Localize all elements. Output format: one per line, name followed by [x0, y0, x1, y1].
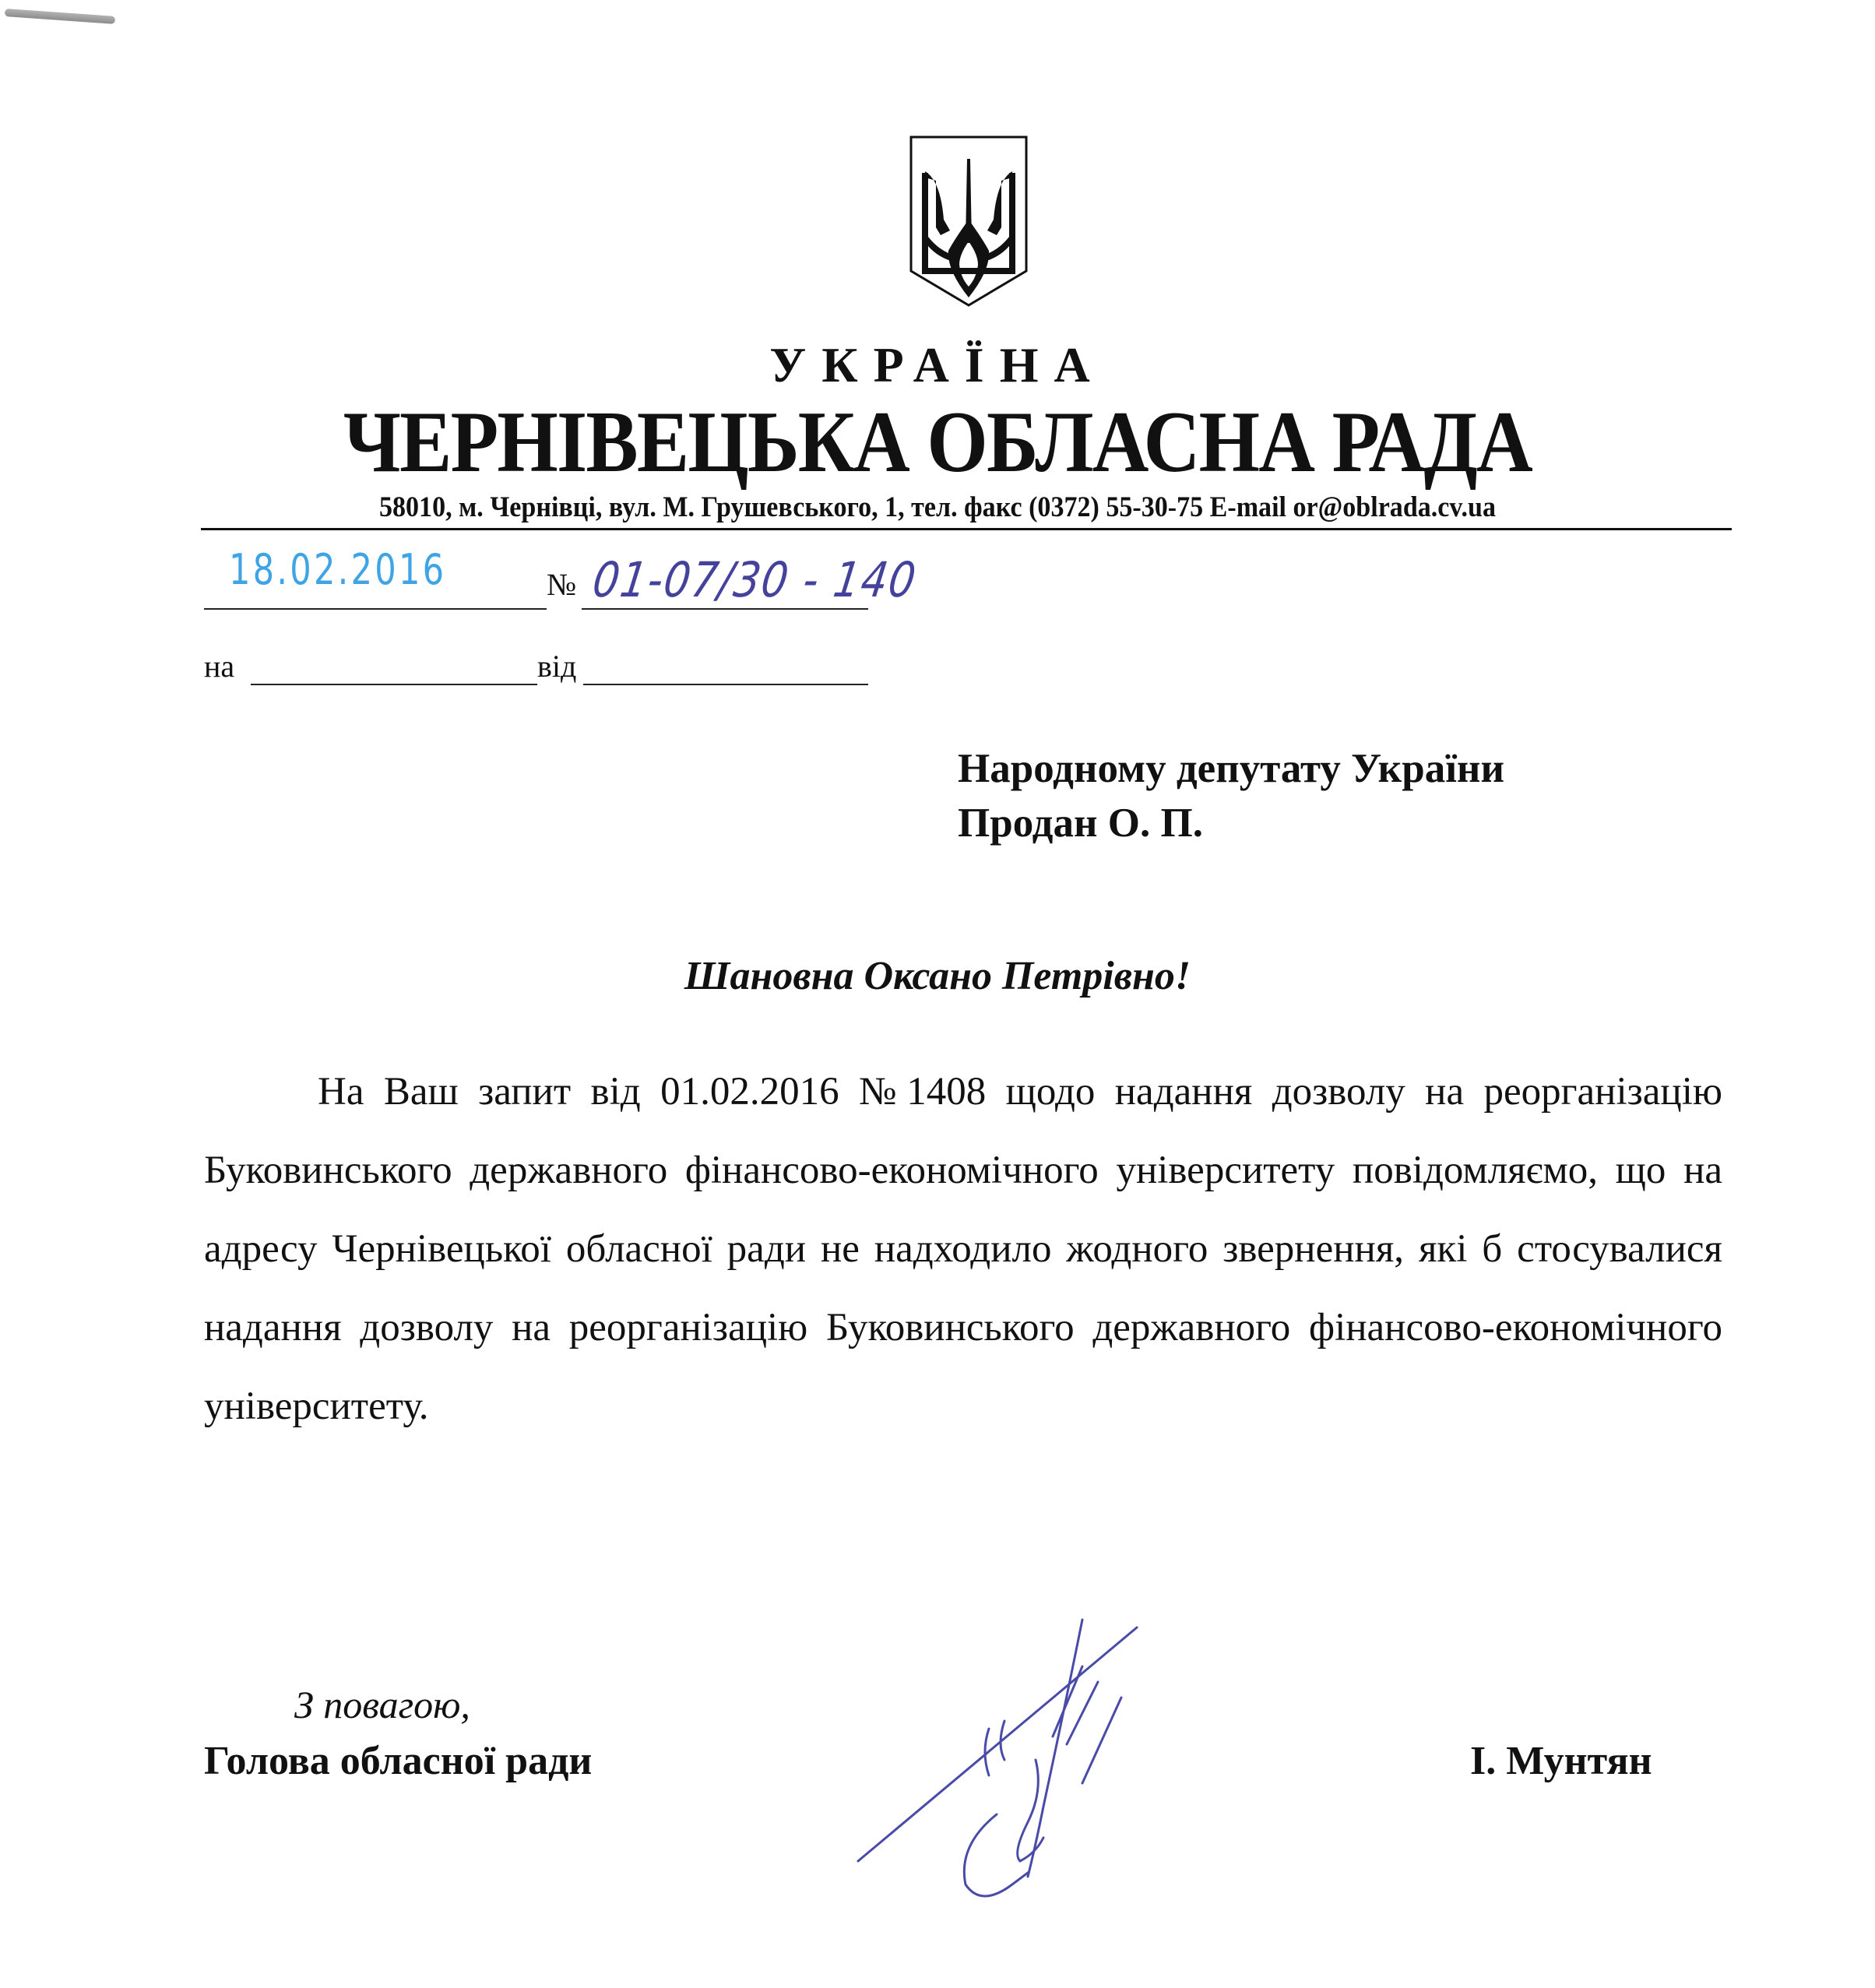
in-reply-label: на	[204, 649, 235, 684]
signer-name: І. Мунтян	[1470, 1739, 1652, 1783]
scan-artifact	[5, 9, 115, 24]
council-address: 58010, м. Чернівці, вул. М. Грушевського, 1, тел. факс (0372) 55-30-75 E-mail or@oblrada.cv.ua	[378, 491, 1496, 523]
recipient-block	[958, 741, 1504, 850]
recipient-name: Продан О. П.	[958, 800, 1203, 846]
recipient-title: Народному депутату України	[958, 746, 1504, 791]
from-line	[583, 684, 868, 685]
council-heading: ЧЕРНІВЕЦЬКА ОБЛАСНА РАДА	[343, 394, 1532, 491]
date-stamp: 18.02.2016	[229, 545, 447, 594]
handwritten-signature	[849, 1604, 1269, 1916]
signer-position: Голова обласної ради	[204, 1739, 593, 1783]
salutation: Шановна Оксано Петрівно!	[684, 954, 1191, 998]
number-line	[582, 608, 868, 610]
from-label: від	[537, 649, 577, 684]
letterhead-divider	[201, 528, 1732, 530]
number-sign: №	[547, 567, 577, 602]
closing-regards: З повагою,	[294, 1683, 470, 1726]
registration-number: 01-07/30 - 140	[589, 551, 920, 608]
country-heading: УКРАЇНА	[769, 337, 1106, 392]
in-reply-line	[251, 684, 537, 685]
coat-of-arms-icon	[908, 134, 1029, 308]
letter-body	[204, 1053, 1722, 1446]
body-paragraph: На Ваш запит від 01.02.2016 №1408 щодо надання дозволу на реорганізацію Буковинського державного фінансово-економічного університету повідомляємо, що на адресу Чернівецької обласної ради не надходило жодного звернення, які б стосувалися надання дозволу на реорганізацію Буковинського державного фінансово-економічного університету.	[204, 1070, 1722, 1428]
date-line	[204, 608, 547, 610]
